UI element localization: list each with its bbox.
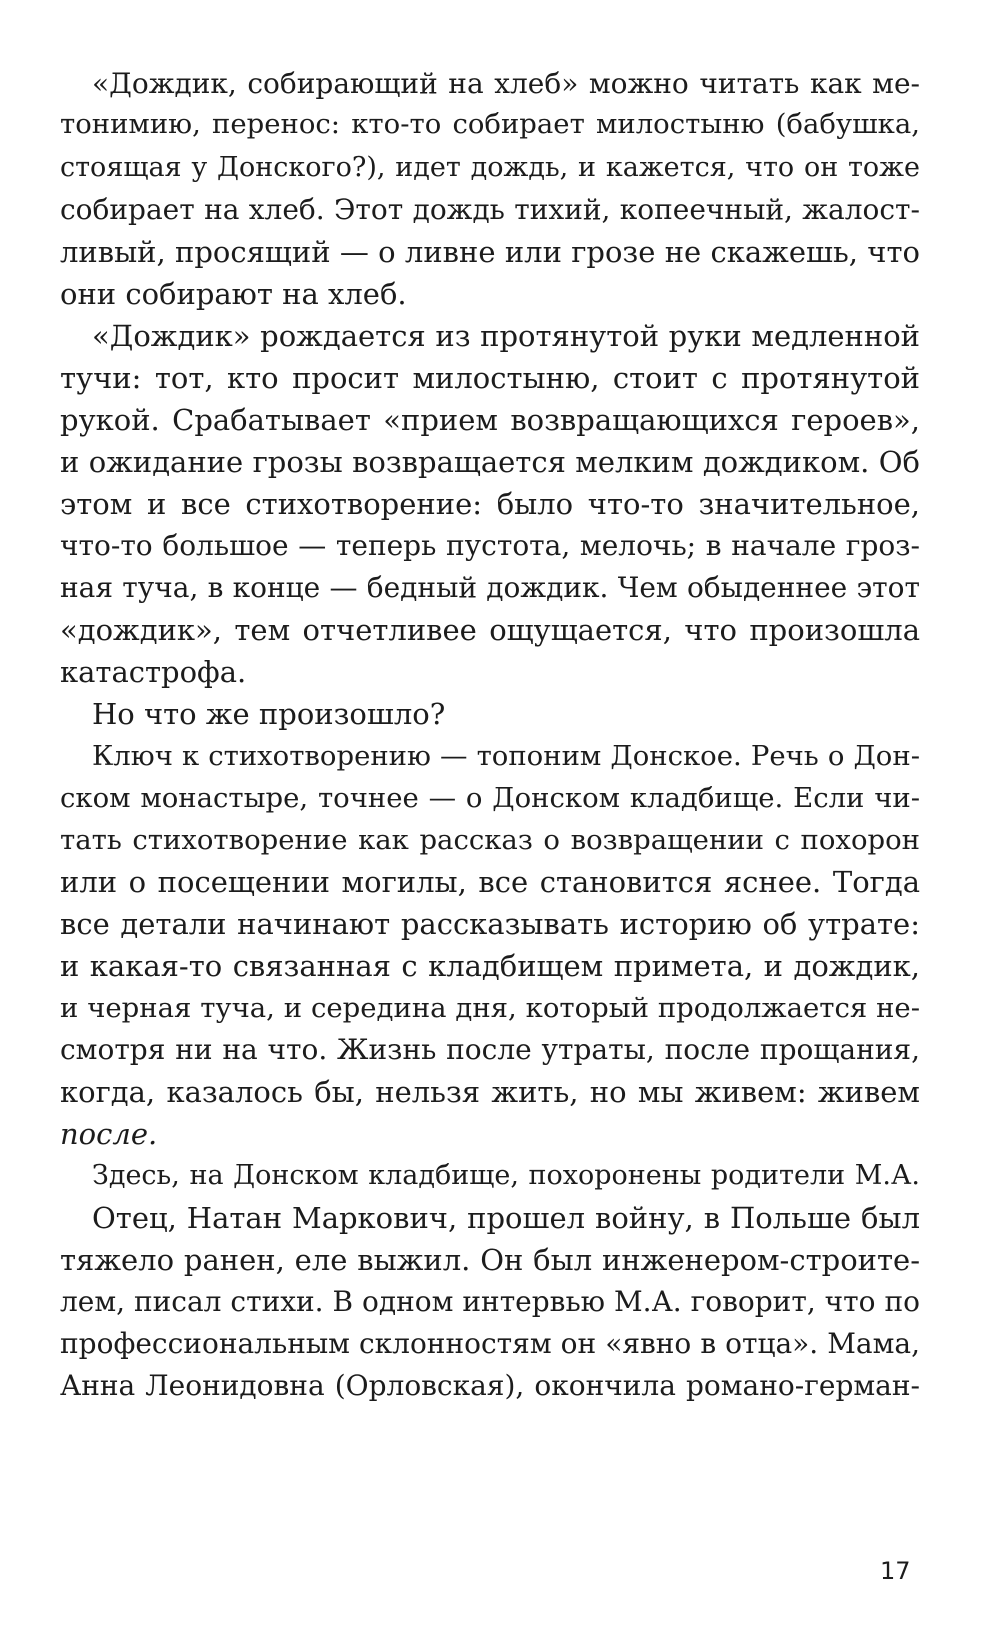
text-line: смотря ни на что. Жизнь после утраты, после прощания, [60,1033,920,1066]
text-line: лем, писал стихи. В одном интервью М.А. говорит, что по [60,1285,920,1318]
text-line: рукой. Срабатывает «прием возвращающихся героев», [60,403,920,437]
text-line: когда, казалось бы, нельзя жить, но мы живем: живем [60,1075,920,1109]
text-line: профессиональным склонностям он «явно в отца». Мама, [60,1327,920,1360]
page-number: 17 [880,1557,911,1585]
text-line: Но что же произошло? [92,697,446,731]
text-line: ском монастыре, точнее — о Донском кладбище. Если чи- [60,782,920,814]
text-line: что-то большое — теперь пустота, мелочь; в начале гроз- [60,529,920,562]
text-line: или о посещении могилы, все становится яснее. Тогда [60,865,920,899]
text-line: Анна Леонидовна (Орловская), окончила романо-герман- [60,1369,920,1402]
text-line: Здесь, на Донском кладбище, похоронены родители М.А. [92,1160,920,1191]
text-line: тать стихотворение как рассказ о возвращении с похорон [60,824,920,856]
text-line: «дождик», тем отчетливее ощущается, что произошла [60,613,920,647]
text-line: и черная туча, и середина дня, который продолжается не- [60,992,920,1024]
text-line: тонимию, перенос: кто-то собирает милостыню (бабушка, [60,108,920,140]
text-line-italic: после. [60,1117,158,1151]
text-line: тяжело ранен, еле выжил. Он был инженером-строите- [60,1243,920,1277]
text-line: Отец, Натан Маркович, прошел войну, в Польше был [92,1201,920,1235]
text-line: стоящая у Донского?), идет дождь, и кажется, что он тоже [60,152,920,183]
text-line: ливый, просящий — о ливне или грозе не скажешь, что [60,235,920,269]
text-line: они собирают на хлеб. [60,277,407,311]
text-line: Ключ к стихотворению — топоним Донское. Речь о Дон- [92,740,920,772]
text-line: этом и все стихотворение: было что-то значительное, [60,487,920,521]
text-line: собирает на хлеб. Этот дождь тихий, копеечный, жалост- [60,193,920,226]
text-line: тучи: тот, кто просит милостыню, стоит с протянутой [60,361,920,395]
text-line: и ожидание грозы возвращается мелким дождиком. Об [60,445,920,479]
text-line: «Дождик, собирающий на хлеб» можно читать как ме- [92,67,920,100]
text-line: «Дождик» рождается из протянутой руки медленной [92,319,920,353]
text-line: катастрофа. [60,655,247,689]
text-line: ная туча, в конце — бедный дождик. Чем обыденнее этот [60,571,920,604]
text-line: все детали начинают рассказывать историю об утрате: [60,907,920,941]
text-line: и какая-то связанная с кладбищем примета, и дождик, [60,949,920,983]
